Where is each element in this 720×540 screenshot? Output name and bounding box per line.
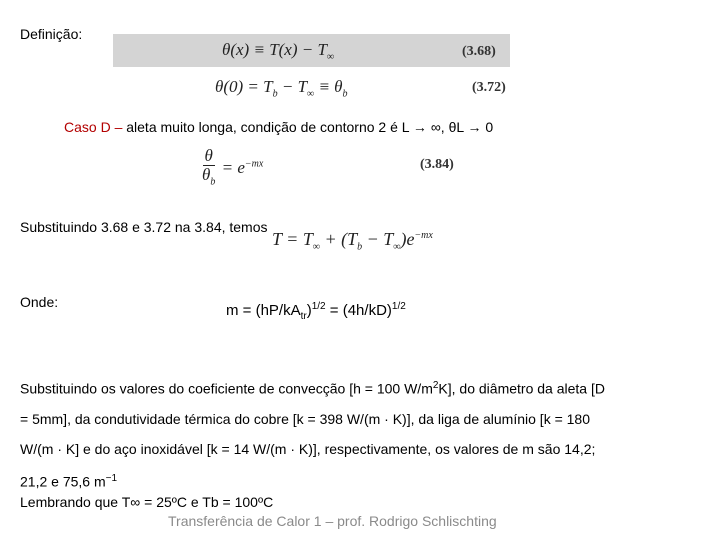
substituindo-line: Substituindo 3.68 e 3.72 na 3.84, temos bbox=[20, 219, 268, 235]
paragraph-line-2: = 5mm], da condutividade térmica do cobre [k = 398 W/(m · K)], da liga de alumínio [k = 180 bbox=[20, 410, 591, 427]
paragraph-line-1: Substituindo os valores do coeficiente de convecção [h = 100 $W/m^2K$], do diâmetro da aleta [D bbox=[20, 380, 605, 397]
values-paragraph bbox=[20, 371, 710, 496]
definition-label: Definição: bbox=[20, 26, 83, 42]
paragraph-line-4: 21,2 e 75,6 $m^{-1}$ bbox=[20, 472, 118, 490]
caso-d-title: Caso D – bbox=[64, 119, 123, 135]
caso-d-line bbox=[64, 119, 493, 135]
m-formula: $m = (hP/kA_{tr})^{1/2} = (4h/kD)^{1/2}$ bbox=[226, 301, 406, 322]
theta-fraction: $\frac{\theta}{\theta_b}$ bbox=[202, 146, 216, 188]
temperature-equation: $T = T_\infty + (T_b - T_\infty)e^{-mx}$ bbox=[272, 229, 433, 253]
equation-3-68: $\theta(x) \equiv T(x) - T_\infty$ bbox=[222, 40, 335, 63]
equation-3-84: $\frac{\theta}{\theta_b}$ = $e^{-mx}$ bbox=[200, 147, 263, 191]
onde-label: Onde: bbox=[20, 294, 59, 310]
caso-d-text: aleta muito longa, condição de contorno 2 é L → ∞, θL → 0 bbox=[122, 119, 494, 135]
lembrando-line: Lembrando que T∞ = 25ºC e Tb = 100ºC bbox=[20, 494, 274, 510]
equation-3-72: $\theta(0) = T_b - T_\infty \equiv \theta_b$ bbox=[215, 77, 348, 100]
paragraph-line-3: W/(m · K] e do aço inoxidável [k = 14 W/(m · K)], respectivamente, os valores de m são 14,2; bbox=[20, 440, 596, 457]
equation-number-3-72: (3.72) bbox=[472, 80, 506, 95]
equation-number-3-68: (3.68) bbox=[462, 44, 496, 59]
footer: Transferência de Calor 1 – prof. Rodrigo Schlischting bbox=[168, 513, 497, 529]
equation-number-3-84: (3.84) bbox=[420, 157, 454, 172]
